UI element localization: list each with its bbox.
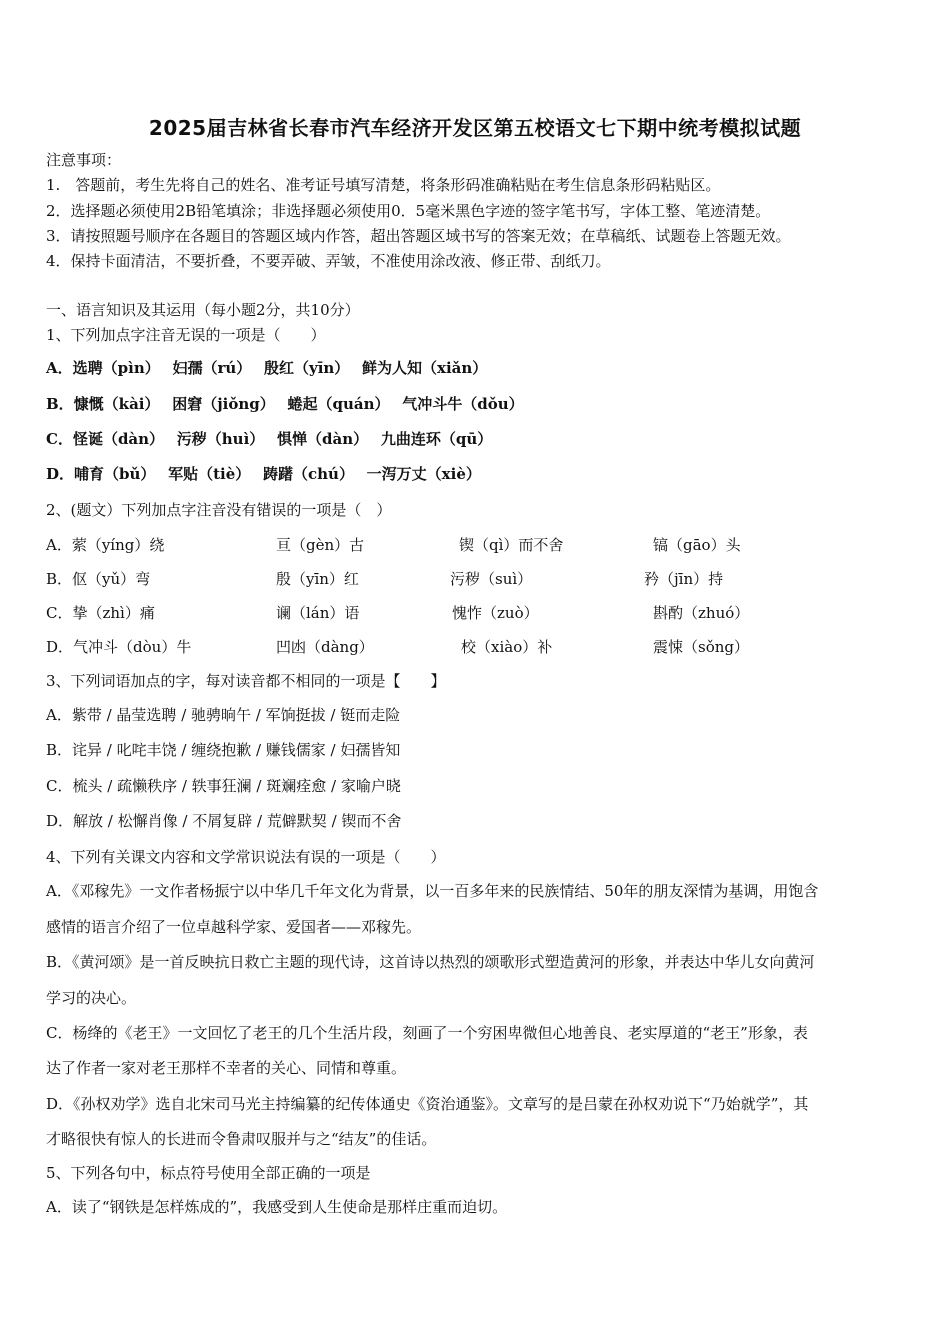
- q3-option-a: A．紫带 / 晶莹选聘 / 驰骋晌午 / 军饷挺拔 / 铤而走险: [46, 706, 401, 724]
- q4-line: 学习的决心。: [46, 989, 137, 1007]
- q4-line: C．杨绛的《老王》一文回忆了老王的几个生活片段，刻画了一个穷困卑微但心地善良、老实厚道的“老王”形象，表: [46, 1024, 808, 1042]
- q2-b-1: B．伛（yǔ）弯: [46, 570, 151, 588]
- q3-option-d: D．解放 / 松懈肖像 / 不屑复辟 / 荒僻默契 / 锲而不舍: [46, 812, 402, 830]
- q2-b-4: 矜（jīn）持: [644, 570, 724, 588]
- notice-item: 3．请按照题号顺序在各题目的答题区域内作答，超出答题区域书写的答案无效；在草稿纸、试题卷上答题无效。: [46, 227, 791, 245]
- q4-line: D．《孙权劝学》选自北宋司马光主持编纂的纪传体通史《资治通鉴》。文章写的是吕蒙在孙权劝说下“乃始就学”，其: [46, 1095, 809, 1113]
- notice-heading: 注意事项：: [46, 151, 122, 169]
- q1-option-c: C．怪诞（dàn） 污秽（huì） 惧惮（dàn） 九曲连环（qū）: [46, 430, 493, 448]
- notice-item: 4．保持卡面清洁，不要折叠，不要弄破、弄皱，不准使用涂改液、修正带、刮纸刀。: [46, 252, 611, 270]
- q4-line: 感情的语言介绍了一位卓越科学家、爱国者——邓稼先。: [46, 918, 422, 936]
- q2-d-3: 校（xiào）补: [461, 638, 553, 656]
- q2-a-3: 锲（qì）而不舍: [459, 536, 564, 554]
- q3-option-b: B．诧异 / 叱咤丰饶 / 缠绕抱歉 / 赚钱儒家 / 妇孺皆知: [46, 741, 401, 759]
- q2-c-1: C．挚（zhì）痛: [46, 604, 155, 622]
- q2-b-3: 污秽（suì）: [450, 570, 533, 588]
- q2-a-1: A．萦（yíng）绕: [46, 536, 165, 554]
- q3-stem: 3、下列词语加点的字，每对读音都不相同的一项是【 】: [46, 672, 446, 690]
- q3-option-c: C．梳头 / 疏懒秩序 / 轶事狂澜 / 斑斓痊愈 / 家喻户晓: [46, 777, 401, 795]
- page-title: 2025届吉林省长春市汽车经济开发区第五校语文七下期中统考模拟试题: [148, 116, 802, 140]
- q5-stem: 5、下列各句中，标点符号使用全部正确的一项是: [46, 1164, 371, 1182]
- q2-d-4: 震悚（sǒng）: [653, 638, 749, 656]
- q2-c-4: 斟酌（zhuó）: [653, 604, 750, 622]
- q2-c-2: 谰（lán）语: [276, 604, 360, 622]
- section-heading: 一、语言知识及其运用（每小题2分，共10分）: [46, 301, 360, 319]
- q4-line: B．《黄河颂》是一首反映抗日救亡主题的现代诗，这首诗以热烈的颂歌形式塑造黄河的形象，并表达中华儿女向黄河: [46, 953, 815, 971]
- q1-option-b: B．慷慨（kài） 困窘（jiǒng） 蜷起（quán） 气冲斗牛（dǒu）: [46, 395, 524, 413]
- q2-b-2: 殷（yīn）红: [276, 570, 359, 588]
- q2-c-3: 愧怍（zuò）: [452, 604, 539, 622]
- q4-stem: 4、下列有关课文内容和文学常识说法有误的一项是（ ）: [46, 848, 446, 866]
- q2-a-4: 镐（gāo）头: [653, 536, 741, 554]
- q2-d-2: 凹凼（dàng）: [276, 638, 374, 656]
- q1-option-a: A．选聘（pìn） 妇孺（rú） 殷红（yīn） 鲜为人知（xiǎn）: [46, 359, 488, 377]
- q2-d-1: D．气冲斗（dòu）牛: [46, 638, 192, 656]
- q1-option-d: D．哺育（bǔ） 军贴（tiè） 踌躇（chú） 一泻万丈（xiè）: [46, 465, 481, 483]
- notice-item: 2．选择题必须使用2B铅笔填涂；非选择题必须使用0．5毫米黑色字迹的签字笔书写，字体工整、笔迹清楚。: [46, 202, 771, 220]
- q5-option-a: A．读了“钢铁是怎样炼成的”，我感受到人生使命是那样庄重而迫切。: [46, 1198, 508, 1216]
- q2-stem: 2、(题文）下列加点字注音没有错误的一项是（ ）: [46, 501, 392, 519]
- q1-stem: 1、下列加点字注音无误的一项是（ ）: [46, 326, 326, 344]
- q4-line: 达了作者一家对老王那样不幸者的关心、同情和尊重。: [46, 1059, 407, 1077]
- q2-a-2: 亘（gèn）古: [276, 536, 365, 554]
- q4-line: A．《邓稼先》一文作者杨振宁以中华几千年文化为背景，以一百多年来的民族情结、50年的朋友深情为基调，用饱含: [46, 882, 819, 900]
- notice-item: 1. 答题前，考生先将自己的姓名、准考证号填写清楚，将条形码准确粘贴在考生信息条形码粘贴区。: [46, 176, 721, 194]
- q4-line: 才略很快有惊人的长进而令鲁肃叹服并与之“结友”的佳话。: [46, 1130, 437, 1148]
